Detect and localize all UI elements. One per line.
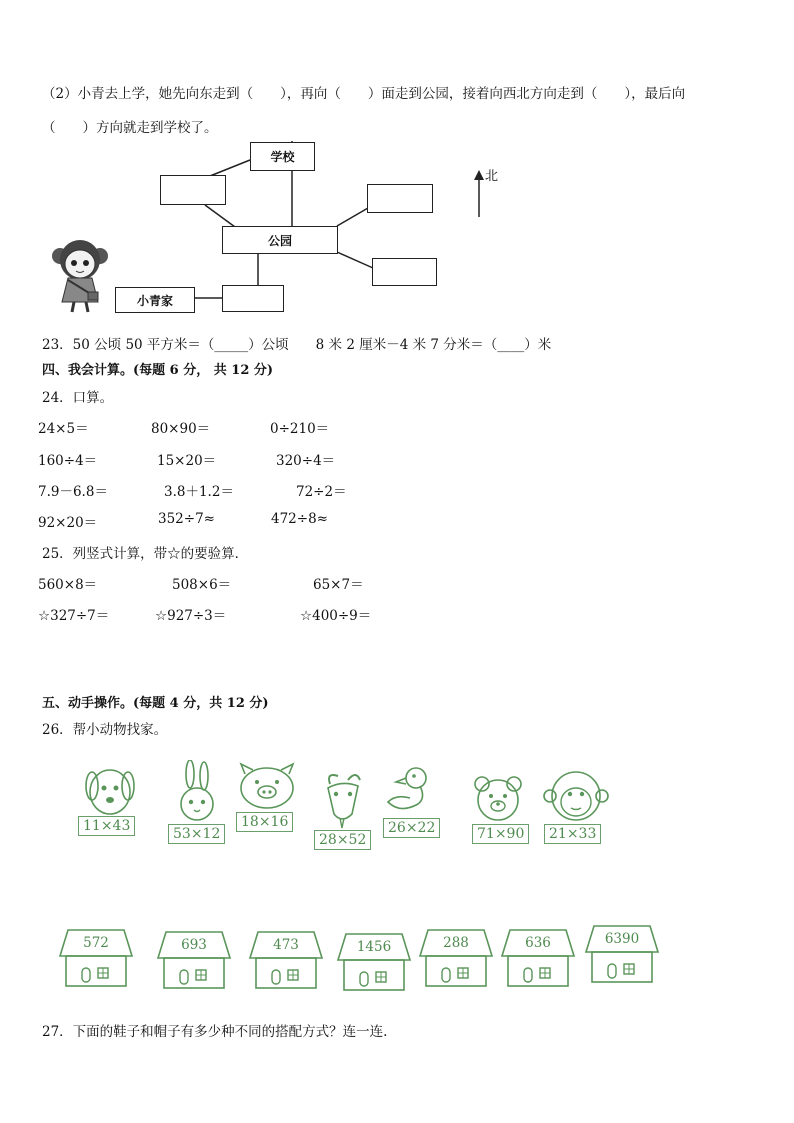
home-box: 小青家	[115, 287, 195, 313]
q24-r3-c2: 472÷8≈	[271, 511, 328, 527]
animal-bear-expr: 71×90	[472, 824, 529, 844]
house-3[interactable]	[248, 928, 324, 990]
bear-icon	[466, 772, 536, 828]
section4-title: 四、我会计算。(每题 6 分， 共 12 分)	[42, 363, 274, 378]
q25-r1-c2: ☆400÷9＝	[300, 608, 372, 624]
q24-title: 24．口算。	[42, 390, 114, 406]
goat-icon	[308, 770, 378, 830]
q23-text: 23．50 公顷 50 平方米＝（_____）公顷 8 米 2 厘米－4 米 7 分米＝（____）米	[42, 337, 552, 353]
pig-icon	[233, 762, 303, 814]
q24-r1-c0: 160÷4＝	[38, 453, 98, 469]
blank-box-northeast	[367, 184, 433, 213]
house-7[interactable]	[584, 922, 660, 984]
animal-monkey[interactable]	[540, 766, 616, 846]
q25-r1-c0: ☆327÷7＝	[38, 608, 110, 624]
q24-r0-c1: 80×90＝	[151, 421, 211, 437]
animal-duck[interactable]	[380, 764, 450, 840]
house-6-number: 636	[525, 935, 551, 951]
blank-box-southeast	[372, 258, 437, 286]
animal-goat-expr: 28×52	[314, 830, 371, 850]
animal-monkey-expr: 21×33	[544, 824, 601, 844]
animal-goat[interactable]	[308, 770, 378, 856]
animal-rabbit-expr: 53×12	[168, 824, 225, 844]
animal-pig-expr: 18×16	[236, 812, 293, 832]
house-6[interactable]	[500, 926, 576, 988]
q25-r1-c1: ☆927÷3＝	[155, 608, 227, 624]
q24-r1-c1: 15×20＝	[157, 453, 217, 469]
q24-r2-c1: 3.8＋1.2＝	[164, 484, 234, 500]
house-2[interactable]	[156, 928, 232, 990]
dog-icon	[76, 764, 146, 824]
animal-dog-expr: 11×43	[78, 816, 135, 836]
house-5[interactable]	[418, 926, 494, 988]
q25-r0-c2: 65×7＝	[313, 577, 364, 593]
school-box: 学校	[250, 142, 315, 171]
q25-title: 25．列竖式计算，带☆的要验算．	[42, 546, 249, 562]
q22-line2: （ ）方向就走到学校了。	[42, 120, 218, 136]
duck-icon	[380, 764, 450, 820]
q24-r1-c2: 320÷4＝	[276, 453, 336, 469]
house-4-number: 1456	[356, 939, 392, 955]
q24-r0-c0: 24×5＝	[38, 421, 89, 437]
q22-line1: （2）小青去上学，她先向东走到（ ），再向（ ）面走到公园，接着向西北方向走到（ ），最后向	[42, 86, 686, 102]
q25-r0-c0: 560×8＝	[38, 577, 98, 593]
rabbit-icon	[164, 760, 234, 826]
q24-r2-c2: 72÷2＝	[296, 484, 347, 500]
north-label: 北	[485, 169, 499, 184]
animal-rabbit[interactable]	[164, 760, 234, 846]
house-2-number: 693	[181, 937, 207, 953]
q24-r0-c2: 0÷210＝	[270, 421, 330, 437]
animal-pig[interactable]	[233, 762, 303, 834]
q24-r3-c0: 92×20＝	[38, 515, 98, 531]
girl-illustration	[48, 236, 114, 316]
q26-title: 26．帮小动物找家。	[42, 722, 168, 738]
house-7-number: 6390	[604, 931, 640, 947]
q27-text: 27．下面的鞋子和帽子有多少种不同的搭配方式？连一连.	[42, 1024, 388, 1040]
q24-r3-c1: 352÷7≈	[158, 511, 215, 527]
park-box: 公园	[222, 226, 338, 254]
q24-r2-c0: 7.9－6.8＝	[38, 484, 108, 500]
blank-box-northwest	[160, 175, 226, 205]
animal-duck-expr: 26×22	[383, 818, 440, 838]
house-5-number: 288	[443, 935, 469, 951]
house-3-number: 473	[273, 937, 299, 953]
animal-dog[interactable]	[76, 764, 146, 840]
animal-bear[interactable]	[466, 772, 536, 846]
house-1[interactable]	[58, 926, 134, 988]
q25-r0-c1: 508×6＝	[172, 577, 232, 593]
house-4[interactable]	[336, 930, 412, 992]
blank-box-south	[222, 285, 284, 312]
monkey-icon	[540, 766, 616, 826]
section5-title: 五、动手操作。(每题 4 分，共 12 分)	[42, 696, 269, 711]
house-1-number: 572	[83, 935, 109, 951]
